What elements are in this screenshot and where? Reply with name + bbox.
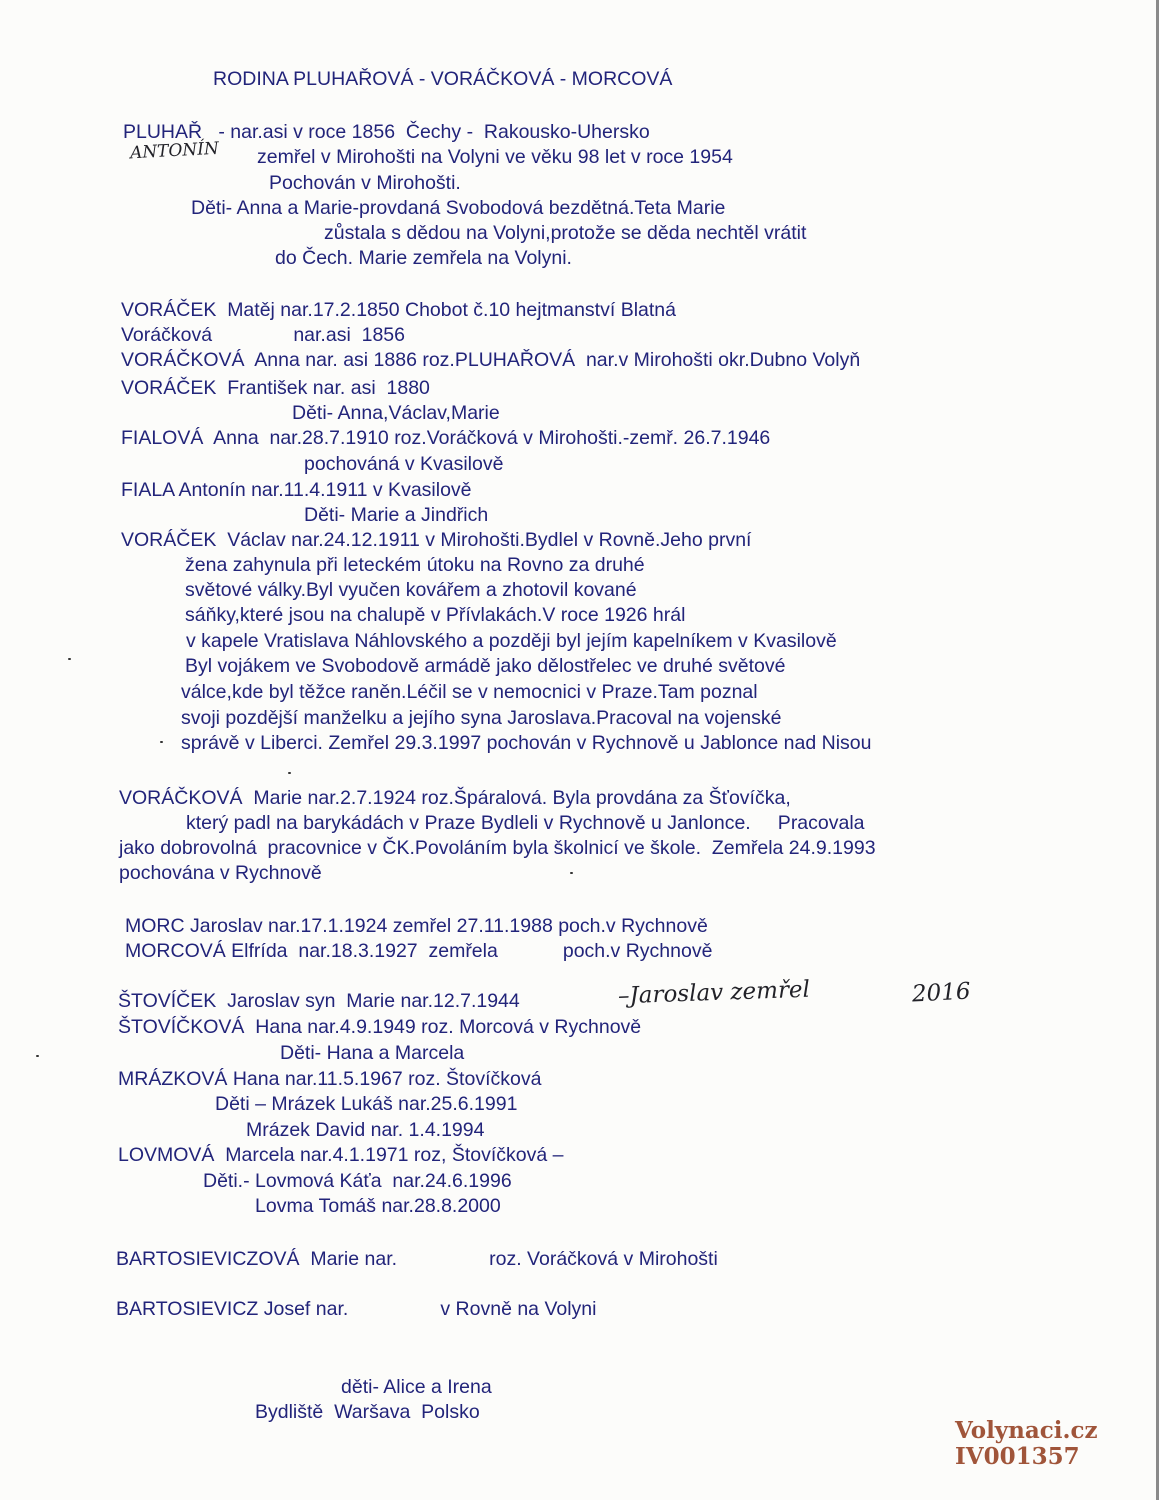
document-title: RODINA PLUHAŘOVÁ - VORÁČKOVÁ - MORCOVÁ <box>213 68 673 90</box>
text-line: Děti- Hana a Marcela <box>280 1042 465 1064</box>
watermark-id: IV001357 <box>955 1443 1080 1470</box>
text-line: Voráčková nar.asi 1856 <box>121 324 405 346</box>
handwritten-note: –Jaroslav zemřel <box>617 976 811 1010</box>
text-line: válce,kde byl těžce raněn.Léčil se v nemocnici v Praze.Tam poznal <box>181 681 758 703</box>
scan-speck <box>68 658 71 660</box>
scan-speck <box>160 741 163 743</box>
text-line: VORÁČKOVÁ Marie nar.2.7.1924 roz.Špáralová. Byla provdána za Šťovíčka, <box>119 787 791 809</box>
text-line: MORC Jaroslav nar.17.1.1924 zemřel 27.11.1988 poch.v Rychnově <box>125 915 708 937</box>
text-line: MRÁZKOVÁ Hana nar.11.5.1967 roz. Štovíčková <box>118 1068 542 1090</box>
text-line: FIALOVÁ Anna nar.28.7.1910 roz.Voráčková v Mirohošti.-zemř. 26.7.1946 <box>121 427 771 449</box>
text-line: Bydliště Waršava Polsko <box>255 1401 480 1423</box>
text-line: správě v Liberci. Zemřel 29.3.1997 pochován v Rychnově u Jablonce nad Nisou <box>181 732 872 754</box>
text-line: VORÁČEK Václav nar.24.12.1911 v Mirohošti.Bydlel v Rovně.Jeho první <box>121 529 752 551</box>
text-line: v kapele Vratislava Náhlovského a později byl jejím kapelníkem v Kvasilově <box>186 630 837 652</box>
text-line: Děti- Anna,Václav,Marie <box>292 402 500 424</box>
text-line: který padl na barykádách v Praze Bydleli v Rychnově u Janlonce. Pracovala <box>186 812 865 834</box>
scan-speck <box>288 772 291 774</box>
text-line: Byl vojákem ve Svobodově armádě jako dělostřelec ve druhé světové <box>185 655 786 677</box>
text-line: sáňky,které jsou na chalupě v Přívlakách.V roce 1926 hrál <box>185 604 686 626</box>
text-line: BARTOSIEVICZ Josef nar. v Rovně na Volyni <box>116 1298 597 1320</box>
text-line: Děti – Mrázek Lukáš nar.25.6.1991 <box>215 1093 518 1115</box>
text-line: LOVMOVÁ Marcela nar.4.1.1971 roz, Štovíčková – <box>118 1144 564 1166</box>
text-line: FIALA Antonín nar.11.4.1911 v Kvasilově <box>121 479 472 501</box>
text-line: ŠTOVÍČKOVÁ Hana nar.4.9.1949 roz. Morcová v Rychnově <box>118 1016 642 1038</box>
text-line: Pochován v Mirohošti. <box>269 172 461 194</box>
text-line: světové války.Byl vyučen kovářem a zhotovil kované <box>185 579 637 601</box>
watermark <box>955 1418 1098 1470</box>
watermark-site: Volynaci.cz <box>955 1417 1098 1444</box>
text-line: Děti.- Lovmová Káťa nar.24.6.1996 <box>203 1170 512 1192</box>
text-line: Děti- Anna a Marie-provdaná Svobodová bezdětná.Teta Marie <box>191 197 726 219</box>
text-line: PLUHAŘ - nar.asi v roce 1856 Čechy - Rakousko-Uhersko <box>123 121 650 143</box>
text-line: jako dobrovolná pracovnice v ČK.Povoláním byla školnicí ve škole. Zemřela 24.9.1993 <box>119 837 876 859</box>
text-line: děti- Alice a Irena <box>341 1376 492 1398</box>
text-line: MORCOVÁ Elfrída nar.18.3.1927 zemřela poch.v Rychnově <box>125 940 713 962</box>
handwritten-name: ANTONÍN <box>129 138 220 164</box>
text-line: svoji pozdější manželku a jejího syna Jaroslava.Pracoval na vojenské <box>181 707 782 729</box>
text-line: VORÁČEK František nar. asi 1880 <box>121 377 430 399</box>
text-line: VORÁČEK Matěj nar.17.2.1850 Chobot č.10 hejtmanství Blatná <box>121 299 676 321</box>
text-line: do Čech. Marie zemřela na Volyni. <box>275 247 572 269</box>
text-line: pochováná v Kvasilově <box>304 453 504 475</box>
text-line: BARTOSIEVICZOVÁ Marie nar. roz. Voráčková v Mirohošti <box>116 1248 718 1270</box>
scan-speck <box>570 872 573 874</box>
text-line: zůstala s dědou na Volyni,protože se děda nechtěl vrátit <box>324 222 807 244</box>
text-line: Lovma Tomáš nar.28.8.2000 <box>255 1195 501 1217</box>
text-line: ŠTOVÍČEK Jaroslav syn Marie nar.12.7.1944 <box>118 990 520 1012</box>
text-line: VORÁČKOVÁ Anna nar. asi 1886 roz.PLUHAŘOVÁ nar.v Mirohošti okr.Dubno Volyň <box>121 349 861 371</box>
text-line: Děti- Marie a Jindřich <box>304 504 489 526</box>
text-line: Mrázek David nar. 1.4.1994 <box>246 1119 485 1141</box>
text-line: zemřel v Mirohošti na Volyni ve věku 98 let v roce 1954 <box>257 146 733 168</box>
scan-speck <box>36 1055 39 1057</box>
handwritten-year: 2016 <box>911 978 972 1008</box>
text-line: pochována v Rychnově <box>119 862 322 884</box>
text-line: žena zahynula při leteckém útoku na Rovno za druhé <box>185 554 645 576</box>
